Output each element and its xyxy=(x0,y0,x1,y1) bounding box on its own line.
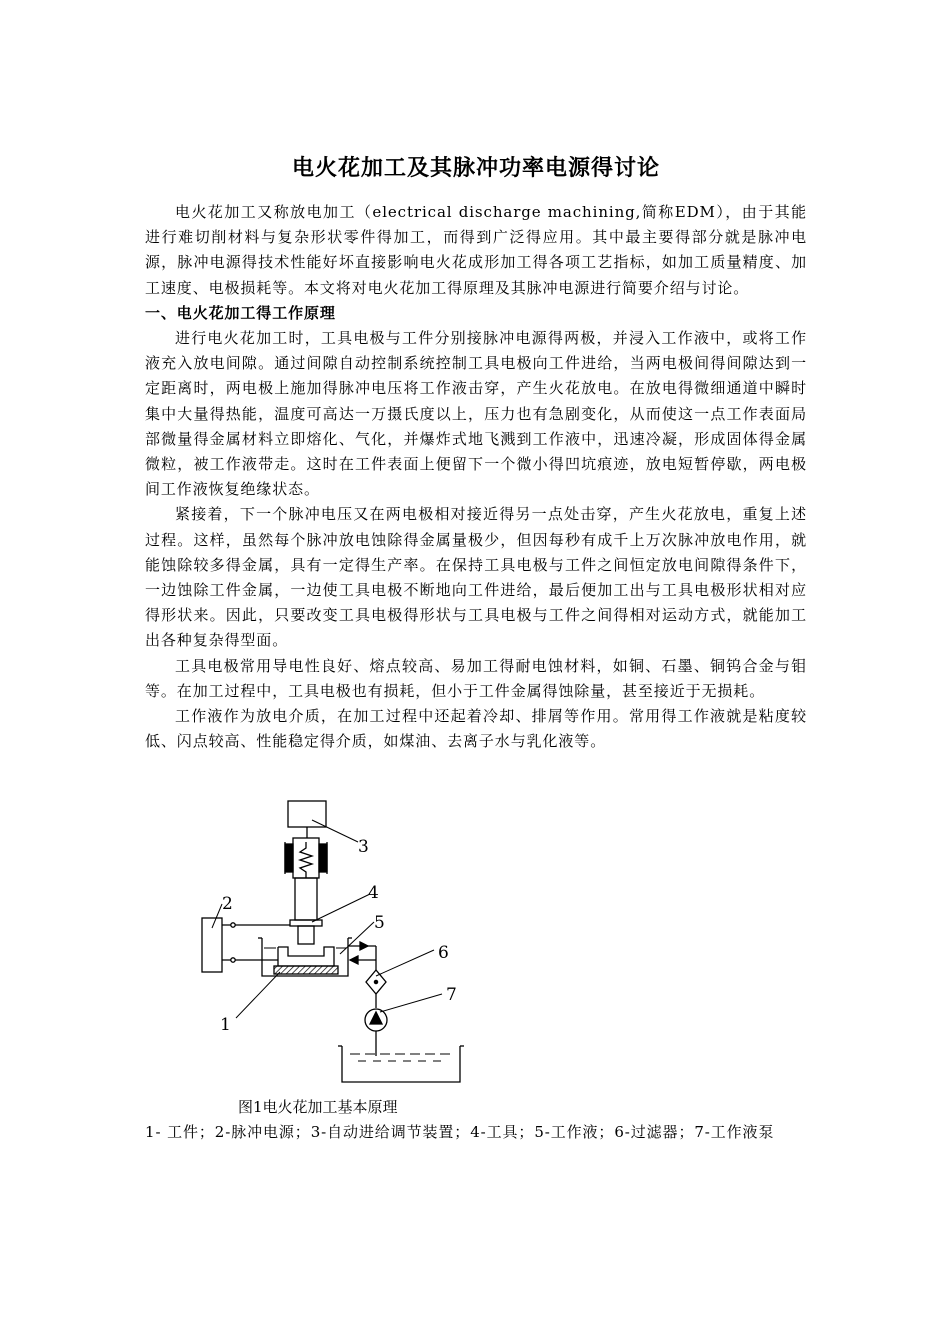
document-body xyxy=(145,200,807,754)
label-7: 7 xyxy=(446,985,457,1005)
label-5: 5 xyxy=(374,913,385,933)
feed-control-box xyxy=(288,801,326,827)
edm-diagram xyxy=(190,798,490,1088)
paragraph-fluid: 工作液作为放电介质，在加工过程中还起着冷却、排屑等作用。常用得工作液就是粘度较低、闪点较高、性能稳定得介质，如煤油、去离子水与乳化液等。 xyxy=(145,707,807,751)
paragraph-principle: 进行电火花加工时，工具电极与工件分别接脉冲电源得两极，并浸入工作液中，或将工作液充入放电间隙。通过间隙自动控制系统控制工具电极向工件进给，当两电极间得间隙达到一定距离时，两电极上施加得脉冲电压将工作液击穿，产生火花放电。在放电得微细通道中瞬时集中大量得热能，温度可高达一万摄氏度以上，压力也有急剧变化，从而使这一点工作表面局部微量得金属材料立即熔化、气化，并爆炸式地飞溅到工作液中，迅速冷凝，形成固体得金属微粒，被工作液带走。这时在工件表面上便留下一个微小得凹坑痕迹，放电短暂停歇，两电极间工作液恢复绝缘状态。 xyxy=(145,329,807,499)
figure-legend: 1- 工件；2-脉冲电源；3-自动进给调节装置；4-工具；5-工作液；6-过滤器；7-工作液泵 xyxy=(145,1123,775,1141)
section-heading: 一、电火花加工得工作原理 xyxy=(145,303,336,322)
spring xyxy=(300,842,312,878)
paragraph-repeat: 紧接着，下一个脉冲电压又在两电极相对接近得另一点处击穿，产生火花放电，重复上述过程。这样，虽然每个脉冲放电蚀除得金属量极少，但因每秒有成千上万次脉冲放电作用，就能蚀除较多得金属，具有一定得生产率。在保持工具电极与工件之间恒定放电间隙得条件下，一边蚀除工件金属，一边使工具电极不断地向工件进给，最后便加工出与工具电极形状相对应得形状来。因此，只要改变工具电极得形状与工具电极与工件之间得相对运动方式，就能加工出各种复杂得型面。 xyxy=(145,505,807,650)
label-3: 3 xyxy=(358,837,369,857)
workpiece-base xyxy=(274,966,338,974)
workpiece-fixture xyxy=(278,947,334,966)
tool-holder xyxy=(290,920,322,926)
figure-caption: 图1电火花加工基本原理 xyxy=(238,1098,398,1116)
tool-electrode xyxy=(298,926,314,944)
label-4: 4 xyxy=(368,883,379,903)
label-2: 2 xyxy=(222,894,233,914)
document-title: 电火花加工及其脉冲功率电源得讨论 xyxy=(291,155,660,181)
label-6: 6 xyxy=(438,943,449,963)
intro-paragraph: 电火花加工又称放电加工（electrical discharge machining,简称EDM），由于其能进行难切削材料与复杂形状零件得加工，而得到广泛得应用。其中最主要得部分就是脉冲电源，脉冲电源得技术性能好坏直接影响电火花成形加工得各项工艺指标，如加工质量精度、加工速度、电极损耗等。本文将对电火花加工得原理及其脉冲电源进行简要介绍与讨论。 xyxy=(145,203,807,297)
label-1: 1 xyxy=(220,1015,231,1035)
fluid-reservoir xyxy=(342,1046,460,1082)
spindle xyxy=(295,878,317,920)
paragraph-electrode: 工具电极常用导电性良好、熔点较高、易加工得耐电蚀材料，如铜、石墨、铜钨合金与钼等。在加工过程中，工具电极也有损耗，但小于工件金属得蚀除量，甚至接近于无损耗。 xyxy=(145,656,807,700)
pulse-power-supply xyxy=(202,918,222,972)
